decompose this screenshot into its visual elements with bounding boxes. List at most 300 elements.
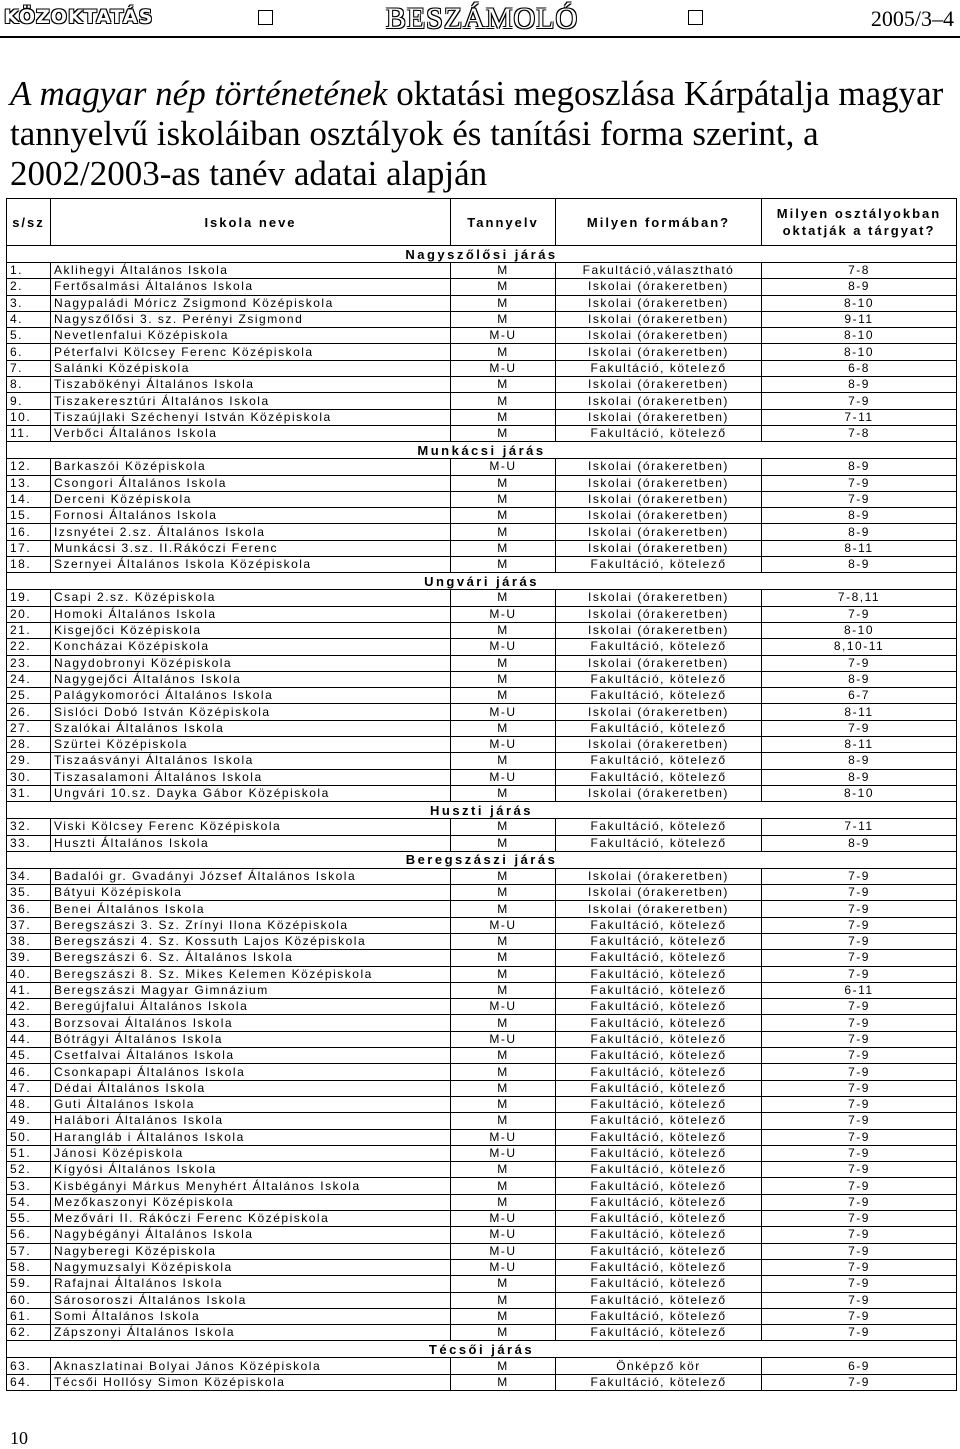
teaching-form-cell: Iskolai (órakeretben) (556, 295, 762, 311)
grades-cell: 8-9 (762, 769, 957, 785)
grades-cell: 8-9 (762, 508, 957, 524)
language-cell: M (451, 263, 556, 279)
language-cell: M (451, 1276, 556, 1292)
grades-cell: 8-10 (762, 344, 957, 360)
language-cell: M (451, 1162, 556, 1178)
teaching-form-cell: Iskolai (órakeretben) (556, 704, 762, 720)
grades-cell: 8-9 (762, 377, 957, 393)
teaching-form-cell: Iskolai (órakeretben) (556, 311, 762, 327)
table-row (7, 1080, 957, 1096)
school-name-cell: Sislóci Dobó István Középiskola (51, 704, 451, 720)
teaching-form-cell: Fakultáció, kötelező (556, 425, 762, 441)
language-cell: M-U (451, 769, 556, 785)
header-square-right (688, 10, 703, 25)
language-cell: M-U (451, 459, 556, 475)
grades-cell: 8-9 (762, 459, 957, 475)
language-cell: M (451, 1308, 556, 1324)
district-header-row (7, 246, 957, 263)
table-row (7, 557, 957, 573)
row-number-cell: 64. (7, 1374, 51, 1390)
grades-cell: 7-9 (762, 1015, 957, 1031)
teaching-form-cell: Iskolai (órakeretben) (556, 737, 762, 753)
teaching-form-cell: Fakultáció, kötelező (556, 1374, 762, 1390)
language-cell: M (451, 1064, 556, 1080)
grades-cell: 8-10 (762, 622, 957, 638)
teaching-form-cell: Fakultáció, kötelező (556, 999, 762, 1015)
row-number-cell: 5. (7, 328, 51, 344)
teaching-form-cell: Fakultáció, kötelező (556, 639, 762, 655)
row-number-cell: 1. (7, 263, 51, 279)
district-name: Beregszászi járás (7, 851, 957, 868)
teaching-form-cell: Iskolai (órakeretben) (556, 409, 762, 425)
school-name-cell: Beregszászi 4. Sz. Kossuth Lajos Középiskola (51, 933, 451, 949)
table-row (7, 720, 957, 736)
teaching-form-cell: Fakultáció, kötelező (556, 557, 762, 573)
school-name-cell: Nagymuzsalyi Középiskola (51, 1259, 451, 1275)
grades-cell: 8-9 (762, 671, 957, 687)
row-number-cell: 38. (7, 933, 51, 949)
grades-cell: 7-8 (762, 263, 957, 279)
teaching-form-cell: Fakultáció, kötelező (556, 720, 762, 736)
language-cell: M (451, 885, 556, 901)
language-cell: M (451, 508, 556, 524)
row-number-cell: 3. (7, 295, 51, 311)
row-number-cell: 51. (7, 1145, 51, 1161)
language-cell: M-U (451, 1129, 556, 1145)
row-number-cell: 12. (7, 459, 51, 475)
grades-cell: 7-9 (762, 720, 957, 736)
school-name-cell: Dédai Általános Iskola (51, 1080, 451, 1096)
table-row (7, 1178, 957, 1194)
grades-cell: 7-9 (762, 933, 957, 949)
teaching-form-cell: Fakultáció, kötelező (556, 982, 762, 998)
grades-cell: 7-9 (762, 1194, 957, 1210)
grades-cell: 8-9 (762, 753, 957, 769)
language-cell: M (451, 590, 556, 606)
language-cell: M (451, 622, 556, 638)
table-row (7, 377, 957, 393)
teaching-form-cell: Fakultáció,választható (556, 263, 762, 279)
language-cell: M (451, 966, 556, 982)
language-cell: M (451, 655, 556, 671)
row-number-cell: 45. (7, 1048, 51, 1064)
language-cell: M (451, 557, 556, 573)
grades-cell: 7-9 (762, 655, 957, 671)
school-name-cell: Szürtei Középiskola (51, 737, 451, 753)
school-name-cell: Técsői Hollósy Simon Középiskola (51, 1374, 451, 1390)
language-cell: M (451, 1096, 556, 1112)
school-name-cell: Kígyósi Általános Iskola (51, 1162, 451, 1178)
school-name-cell: Mezővári II. Rákóczi Ferenc Középiskola (51, 1211, 451, 1227)
grades-cell: 8-10 (762, 785, 957, 801)
teaching-form-cell: Iskolai (órakeretben) (556, 524, 762, 540)
teaching-form-cell: Fakultáció, kötelező (556, 950, 762, 966)
school-name-cell: Beregszászi 3. Sz. Zrínyi Ilona Középiskola (51, 917, 451, 933)
table-row (7, 540, 957, 556)
school-name-cell: Tiszabökényi Általános Iskola (51, 377, 451, 393)
school-name-cell: Csonkapapi Általános Iskola (51, 1064, 451, 1080)
title-italic-part: A magyar nép történetének (10, 74, 388, 113)
row-number-cell: 25. (7, 688, 51, 704)
grades-cell: 8-11 (762, 704, 957, 720)
language-cell: M (451, 1048, 556, 1064)
school-name-cell: Aknaszlatinai Bolyai János Középiskola (51, 1358, 451, 1374)
school-name-cell: Kisgejőci Középiskola (51, 622, 451, 638)
row-number-cell: 56. (7, 1227, 51, 1243)
table-row (7, 1243, 957, 1259)
table-row (7, 1096, 957, 1112)
row-number-cell: 53. (7, 1178, 51, 1194)
row-number-cell: 35. (7, 885, 51, 901)
school-name-cell: Nagyszőlősi 3. sz. Perényi Zsigmond (51, 311, 451, 327)
language-cell: M (451, 540, 556, 556)
grades-cell: 7-9 (762, 917, 957, 933)
grades-cell: 7-9 (762, 1276, 957, 1292)
grades-cell: 7-9 (762, 1211, 957, 1227)
school-name-cell: Fornosi Általános Iskola (51, 508, 451, 524)
school-name-cell: Csongori Általános Iskola (51, 475, 451, 491)
row-number-cell: 30. (7, 769, 51, 785)
teaching-form-cell: Fakultáció, kötelező (556, 753, 762, 769)
language-cell: M (451, 1015, 556, 1031)
language-cell: M (451, 311, 556, 327)
teaching-form-cell: Iskolai (órakeretben) (556, 655, 762, 671)
teaching-form-cell: Fakultáció, kötelező (556, 671, 762, 687)
section-title: BESZÁMOLÓ (385, 2, 579, 35)
teaching-form-cell: Iskolai (órakeretben) (556, 328, 762, 344)
page-number: 10 (10, 1428, 28, 1448)
title-rest: oktatási megoszlása Kárpátalja magyar tannyelvű iskoláiban osztályok és tanítási forma szerint, a 2002/2003-as tanév adatai alapján (10, 74, 944, 193)
teaching-form-cell: Fakultáció, kötelező (556, 1325, 762, 1341)
teaching-form-cell: Fakultáció, kötelező (556, 1080, 762, 1096)
row-number-cell: 16. (7, 524, 51, 540)
grades-cell: 7-9 (762, 491, 957, 507)
teaching-form-cell: Iskolai (órakeretben) (556, 491, 762, 507)
grades-cell: 8,10-11 (762, 639, 957, 655)
table-row (7, 639, 957, 655)
language-cell: M (451, 868, 556, 884)
language-cell: M (451, 835, 556, 851)
table-row (7, 328, 957, 344)
teaching-form-cell: Fakultáció, kötelező (556, 819, 762, 835)
row-number-cell: 46. (7, 1064, 51, 1080)
language-cell: M-U (451, 328, 556, 344)
school-name-cell: Nagypaládi Móricz Zsigmond Középiskola (51, 295, 451, 311)
grades-cell: 6-8 (762, 360, 957, 376)
table-row (7, 704, 957, 720)
row-number-cell: 47. (7, 1080, 51, 1096)
teaching-form-cell: Fakultáció, kötelező (556, 1048, 762, 1064)
school-name-cell: Benei Általános Iskola (51, 901, 451, 917)
grades-cell: 7-9 (762, 1031, 957, 1047)
language-cell: M (451, 688, 556, 704)
school-name-cell: Aklihegyi Általános Iskola (51, 263, 451, 279)
table-row (7, 1308, 957, 1324)
grades-cell: 7-9 (762, 1374, 957, 1390)
table-row (7, 393, 957, 409)
school-name-cell: Palágykomoróci Általános Iskola (51, 688, 451, 704)
teaching-form-cell: Iskolai (órakeretben) (556, 590, 762, 606)
teaching-form-cell: Iskolai (órakeretben) (556, 622, 762, 638)
teaching-form-cell: Fakultáció, kötelező (556, 360, 762, 376)
table-row (7, 688, 957, 704)
grades-cell: 9-11 (762, 311, 957, 327)
teaching-form-cell: Iskolai (órakeretben) (556, 475, 762, 491)
teaching-form-cell: Fakultáció, kötelező (556, 1015, 762, 1031)
school-name-cell: Nevetlenfalui Középiskola (51, 328, 451, 344)
school-name-cell: Badalói gr. Gvadányi József Általános Iskola (51, 868, 451, 884)
grades-cell: 6-11 (762, 982, 957, 998)
teaching-form-cell: Fakultáció, kötelező (556, 1292, 762, 1308)
teaching-form-cell: Iskolai (órakeretben) (556, 279, 762, 295)
grades-cell: 7-9 (762, 1178, 957, 1194)
row-number-cell: 50. (7, 1129, 51, 1145)
language-cell: M (451, 1113, 556, 1129)
language-cell: M (451, 491, 556, 507)
grades-cell: 7-9 (762, 475, 957, 491)
table-row (7, 508, 957, 524)
school-name-cell: Barkaszói Középiskola (51, 459, 451, 475)
grades-cell: 8-10 (762, 328, 957, 344)
row-number-cell: 42. (7, 999, 51, 1015)
grades-cell: 7-9 (762, 901, 957, 917)
table-row (7, 1374, 957, 1390)
language-cell: M-U (451, 1243, 556, 1259)
table-row (7, 966, 957, 982)
row-number-cell: 59. (7, 1276, 51, 1292)
table-row (7, 622, 957, 638)
row-number-cell: 9. (7, 393, 51, 409)
school-name-cell: Beregszászi 6. Sz. Általános Iskola (51, 950, 451, 966)
grades-cell: 7-9 (762, 1308, 957, 1324)
table-row (7, 606, 957, 622)
grades-cell: 7-9 (762, 1292, 957, 1308)
district-name: Huszti járás (7, 802, 957, 819)
table-row (7, 1325, 957, 1341)
grades-cell: 7-9 (762, 1227, 957, 1243)
teaching-form-cell: Fakultáció, kötelező (556, 1259, 762, 1275)
teaching-form-cell: Iskolai (órakeretben) (556, 606, 762, 622)
teaching-form-cell: Fakultáció, kötelező (556, 1227, 762, 1243)
row-number-cell: 14. (7, 491, 51, 507)
table-row (7, 1113, 957, 1129)
teaching-form-cell: Iskolai (órakeretben) (556, 901, 762, 917)
issue-number: 2005/3–4 (870, 6, 954, 31)
language-cell: M-U (451, 1211, 556, 1227)
column-header-grades: Milyen osztályokban oktatják a tárgyat? (762, 199, 957, 246)
school-name-cell: Huszti Általános Iskola (51, 835, 451, 851)
row-number-cell: 58. (7, 1259, 51, 1275)
language-cell: M (451, 475, 556, 491)
row-number-cell: 44. (7, 1031, 51, 1047)
school-name-cell: Izsnyétei 2.sz. Általános Iskola (51, 524, 451, 540)
row-number-cell: 52. (7, 1162, 51, 1178)
table-row (7, 344, 957, 360)
school-name-cell: Munkácsi 3.sz. II.Rákóczi Ferenc (51, 540, 451, 556)
district-name: Nagyszőlősi járás (7, 246, 957, 263)
language-cell: M-U (451, 1259, 556, 1275)
teaching-form-cell: Fakultáció, kötelező (556, 933, 762, 949)
grades-cell: 6-9 (762, 1358, 957, 1374)
row-number-cell: 7. (7, 360, 51, 376)
column-header-number: s/sz (7, 199, 51, 246)
grades-cell: 7-9 (762, 1064, 957, 1080)
teaching-form-cell: Iskolai (órakeretben) (556, 459, 762, 475)
school-name-cell: Halábori Általános Iskola (51, 1113, 451, 1129)
table-row (7, 835, 957, 851)
article-title (10, 74, 950, 194)
grades-cell: 7-9 (762, 885, 957, 901)
journal-name: KÖZOKTATÁS (4, 6, 154, 28)
table-row (7, 1227, 957, 1243)
table-body (7, 246, 957, 1391)
grades-cell: 7-9 (762, 606, 957, 622)
row-number-cell: 18. (7, 557, 51, 573)
teaching-form-cell: Fakultáció, kötelező (556, 769, 762, 785)
row-number-cell: 8. (7, 377, 51, 393)
school-name-cell: Rafajnai Általános Iskola (51, 1276, 451, 1292)
teaching-form-cell: Fakultáció, kötelező (556, 1243, 762, 1259)
row-number-cell: 48. (7, 1096, 51, 1112)
row-number-cell: 31. (7, 785, 51, 801)
teaching-form-cell: Iskolai (órakeretben) (556, 785, 762, 801)
teaching-form-cell: Fakultáció, kötelező (556, 966, 762, 982)
grades-cell: 7-9 (762, 1145, 957, 1161)
row-number-cell: 10. (7, 409, 51, 425)
schools-table (6, 198, 957, 1391)
row-number-cell: 28. (7, 737, 51, 753)
teaching-form-cell: Fakultáció, kötelező (556, 917, 762, 933)
district-header-row (7, 1341, 957, 1358)
district-header-row (7, 573, 957, 590)
language-cell: M (451, 279, 556, 295)
language-cell: M (451, 295, 556, 311)
teaching-form-cell: Fakultáció, kötelező (556, 1031, 762, 1047)
table-row (7, 425, 957, 441)
table-header-row (7, 199, 957, 246)
language-cell: M (451, 1080, 556, 1096)
table-row (7, 901, 957, 917)
school-name-cell: Guti Általános Iskola (51, 1096, 451, 1112)
grades-cell: 8-9 (762, 279, 957, 295)
teaching-form-cell: Fakultáció, kötelező (556, 1064, 762, 1080)
table-row (7, 1194, 957, 1210)
language-cell: M (451, 409, 556, 425)
teaching-form-cell: Fakultáció, kötelező (556, 1178, 762, 1194)
teaching-form-cell: Önképző kör (556, 1358, 762, 1374)
row-number-cell: 54. (7, 1194, 51, 1210)
language-cell: M (451, 1194, 556, 1210)
language-cell: M (451, 720, 556, 736)
language-cell: M (451, 393, 556, 409)
language-cell: M (451, 982, 556, 998)
row-number-cell: 57. (7, 1243, 51, 1259)
row-number-cell: 55. (7, 1211, 51, 1227)
column-header-language: Tannyelv (451, 199, 556, 246)
row-number-cell: 15. (7, 508, 51, 524)
grades-cell: 7-9 (762, 999, 957, 1015)
grades-cell: 7-11 (762, 819, 957, 835)
school-name-cell: Mezőkaszonyi Középiskola (51, 1194, 451, 1210)
row-number-cell: 37. (7, 917, 51, 933)
teaching-form-cell: Fakultáció, kötelező (556, 1096, 762, 1112)
school-name-cell: Fertősalmási Általános Iskola (51, 279, 451, 295)
page-header (0, 0, 960, 40)
table-row (7, 999, 957, 1015)
school-name-cell: Szernyei Általános Iskola Középiskola (51, 557, 451, 573)
row-number-cell: 29. (7, 753, 51, 769)
language-cell: M (451, 671, 556, 687)
language-cell: M (451, 1358, 556, 1374)
table-row (7, 263, 957, 279)
grades-cell: 8-9 (762, 557, 957, 573)
row-number-cell: 23. (7, 655, 51, 671)
grades-cell: 6-7 (762, 688, 957, 704)
school-name-cell: Jánosi Középiskola (51, 1145, 451, 1161)
table-row (7, 1276, 957, 1292)
grades-cell: 8-11 (762, 540, 957, 556)
teaching-form-cell: Fakultáció, kötelező (556, 1211, 762, 1227)
language-cell: M-U (451, 704, 556, 720)
row-number-cell: 41. (7, 982, 51, 998)
teaching-form-cell: Fakultáció, kötelező (556, 835, 762, 851)
teaching-form-cell: Iskolai (órakeretben) (556, 540, 762, 556)
row-number-cell: 39. (7, 950, 51, 966)
grades-cell: 8-9 (762, 835, 957, 851)
school-name-cell: Homoki Általános Iskola (51, 606, 451, 622)
table-row (7, 360, 957, 376)
row-number-cell: 11. (7, 425, 51, 441)
row-number-cell: 33. (7, 835, 51, 851)
teaching-form-cell: Fakultáció, kötelező (556, 1308, 762, 1324)
table-row (7, 590, 957, 606)
district-name: Munkácsi járás (7, 442, 957, 459)
row-number-cell: 32. (7, 819, 51, 835)
teaching-form-cell: Fakultáció, kötelező (556, 1194, 762, 1210)
row-number-cell: 27. (7, 720, 51, 736)
teaching-form-cell: Fakultáció, kötelező (556, 1162, 762, 1178)
table-row (7, 475, 957, 491)
language-cell: M (451, 1178, 556, 1194)
school-name-cell: Tiszaásványi Általános Iskola (51, 753, 451, 769)
school-name-cell: Beregújfalui Általános Iskola (51, 999, 451, 1015)
table-row (7, 295, 957, 311)
school-name-cell: Sárosoroszi Általános Iskola (51, 1292, 451, 1308)
table-row (7, 737, 957, 753)
grades-cell: 8-9 (762, 524, 957, 540)
row-number-cell: 60. (7, 1292, 51, 1308)
language-cell: M (451, 753, 556, 769)
language-cell: M-U (451, 999, 556, 1015)
language-cell: M (451, 524, 556, 540)
language-cell: M-U (451, 639, 556, 655)
language-cell: M (451, 425, 556, 441)
row-number-cell: 4. (7, 311, 51, 327)
table-row (7, 491, 957, 507)
table-row (7, 950, 957, 966)
grades-cell: 7-9 (762, 868, 957, 884)
column-header-school-name: Iskola neve (51, 199, 451, 246)
language-cell: M (451, 1374, 556, 1390)
district-header-row (7, 442, 957, 459)
teaching-form-cell: Iskolai (órakeretben) (556, 868, 762, 884)
grades-cell: 7-9 (762, 1096, 957, 1112)
grades-cell: 7-11 (762, 409, 957, 425)
language-cell: M (451, 819, 556, 835)
row-number-cell: 36. (7, 901, 51, 917)
school-name-cell: Péterfalvi Kölcsey Ferenc Középiskola (51, 344, 451, 360)
table-row (7, 933, 957, 949)
